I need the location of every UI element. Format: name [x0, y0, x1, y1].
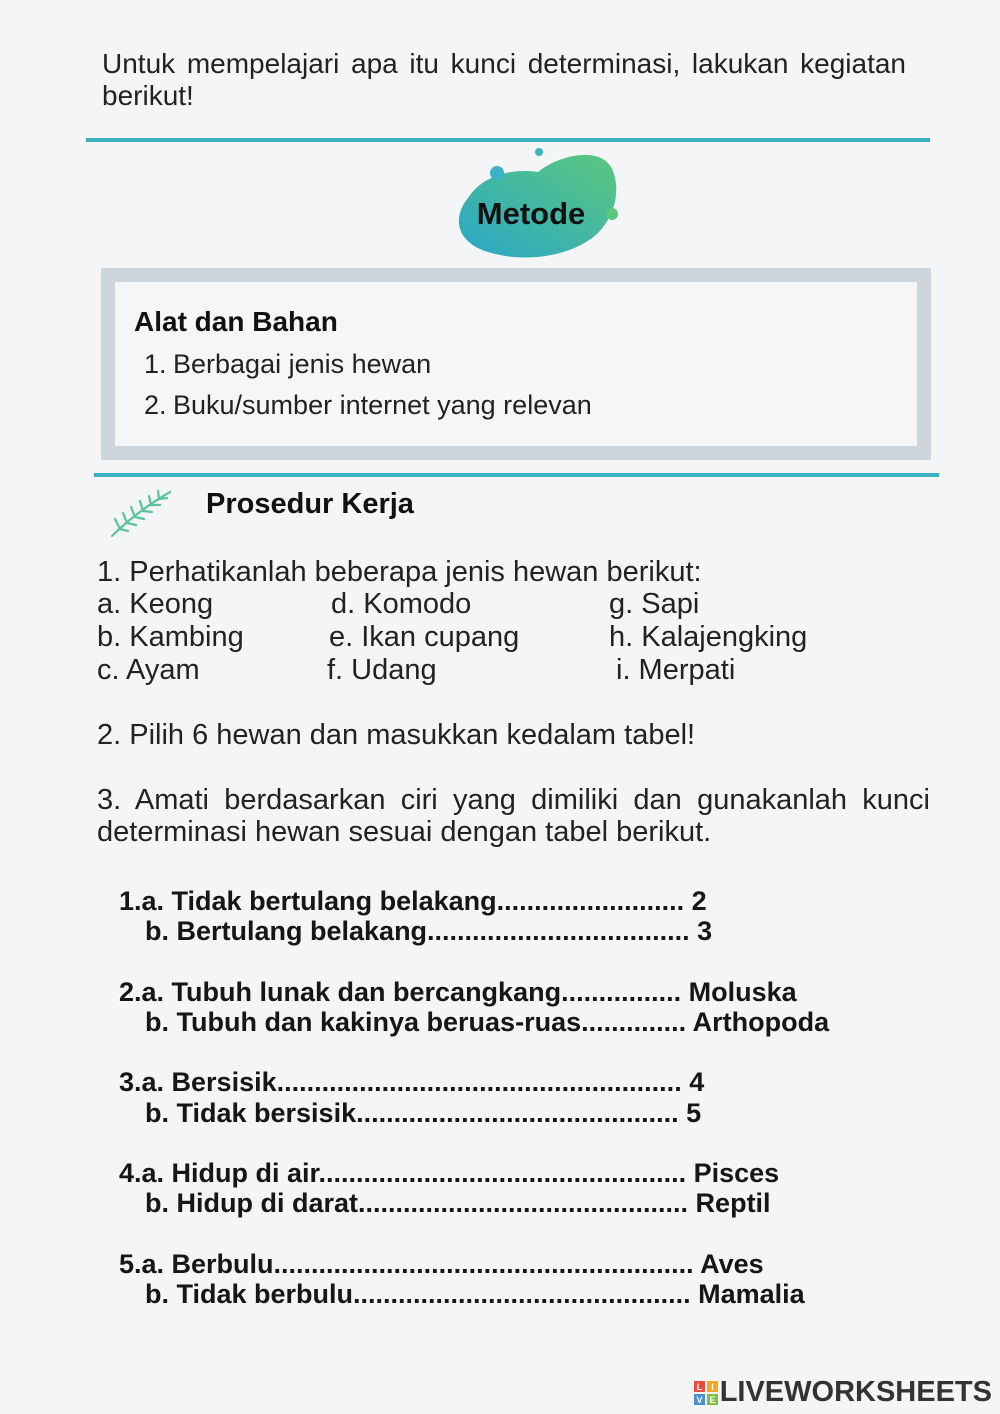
key-line: 3.a. Bersisik...................................................... 4: [119, 1067, 705, 1097]
logo-letter: L: [696, 1381, 702, 1392]
animal-item: h. Kalajengking: [609, 621, 808, 653]
animal-item: i. Merpati: [616, 654, 736, 686]
prosedur-title: Prosedur Kerja: [206, 488, 414, 520]
animal-item: a. Keong: [97, 588, 214, 620]
animal-item: d. Komodo: [331, 588, 472, 620]
alat-item: [144, 390, 592, 421]
key-line: b. Hidup di darat............................................ Reptil: [145, 1188, 771, 1218]
animal-item: e. Ikan cupang: [329, 621, 520, 653]
animal-item: f. Udang: [327, 654, 437, 686]
step-3: 3. Amati berdasarkan ciri yang dimiliki dan gunakanlah kunci determinasi hewan sesuai dengan tabel berikut.: [97, 784, 930, 848]
step-1: 1. Perhatikanlah beberapa jenis hewan berikut:: [97, 556, 702, 588]
key-line: 2.a. Tubuh lunak dan bercangkang................ Moluska: [119, 977, 797, 1007]
animal-item: b. Kambing: [97, 621, 244, 653]
top-divider: [86, 138, 930, 142]
animal-item: g. Sapi: [609, 588, 700, 620]
key-line: 4.a. Hidup di air................................................. Pisces: [119, 1158, 780, 1188]
key-line: 1.a. Tidak bertulang belakang......................... 2: [119, 886, 707, 916]
intro-text: Untuk mempelajari apa itu kunci determinasi, lakukan kegiatan berikut!: [102, 48, 906, 111]
animal-item: c. Ayam: [97, 654, 200, 686]
alat-item-number: 2.: [144, 390, 167, 420]
key-line: b. Tubuh dan kakinya beruas-ruas.............. Arthopoda: [145, 1007, 830, 1037]
logo-letter: I: [710, 1381, 714, 1392]
step-2: 2. Pilih 6 hewan dan masukkan kedalam tabel!: [97, 719, 696, 751]
brand-name: LIVEWORKSHEETS: [719, 1376, 992, 1408]
middle-divider: [94, 473, 939, 477]
metode-heading: Metode: [476, 196, 586, 231]
alat-item-text: Buku/sumber internet yang relevan: [173, 390, 592, 420]
key-line: b. Bertulang belakang................................... 3: [145, 916, 713, 946]
logo-letter: E: [709, 1394, 716, 1405]
liveworksheets-icon: [694, 1381, 718, 1405]
key-line: b. Tidak bersisik........................................... 5: [145, 1098, 702, 1128]
alat-item: [144, 349, 431, 380]
alat-item-number: 1.: [144, 349, 167, 379]
alat-bahan-title: Alat dan Bahan: [134, 306, 338, 337]
leaf-icon: [108, 488, 174, 540]
alat-item-text: Berbagai jenis hewan: [173, 349, 432, 379]
logo-letter: V: [696, 1394, 703, 1405]
liveworksheets-logo[interactable]: [694, 1376, 992, 1409]
key-line: 5.a. Berbulu........................................................ Aves: [119, 1249, 764, 1279]
key-line: b. Tidak berbulu............................................. Mamalia: [145, 1279, 805, 1309]
